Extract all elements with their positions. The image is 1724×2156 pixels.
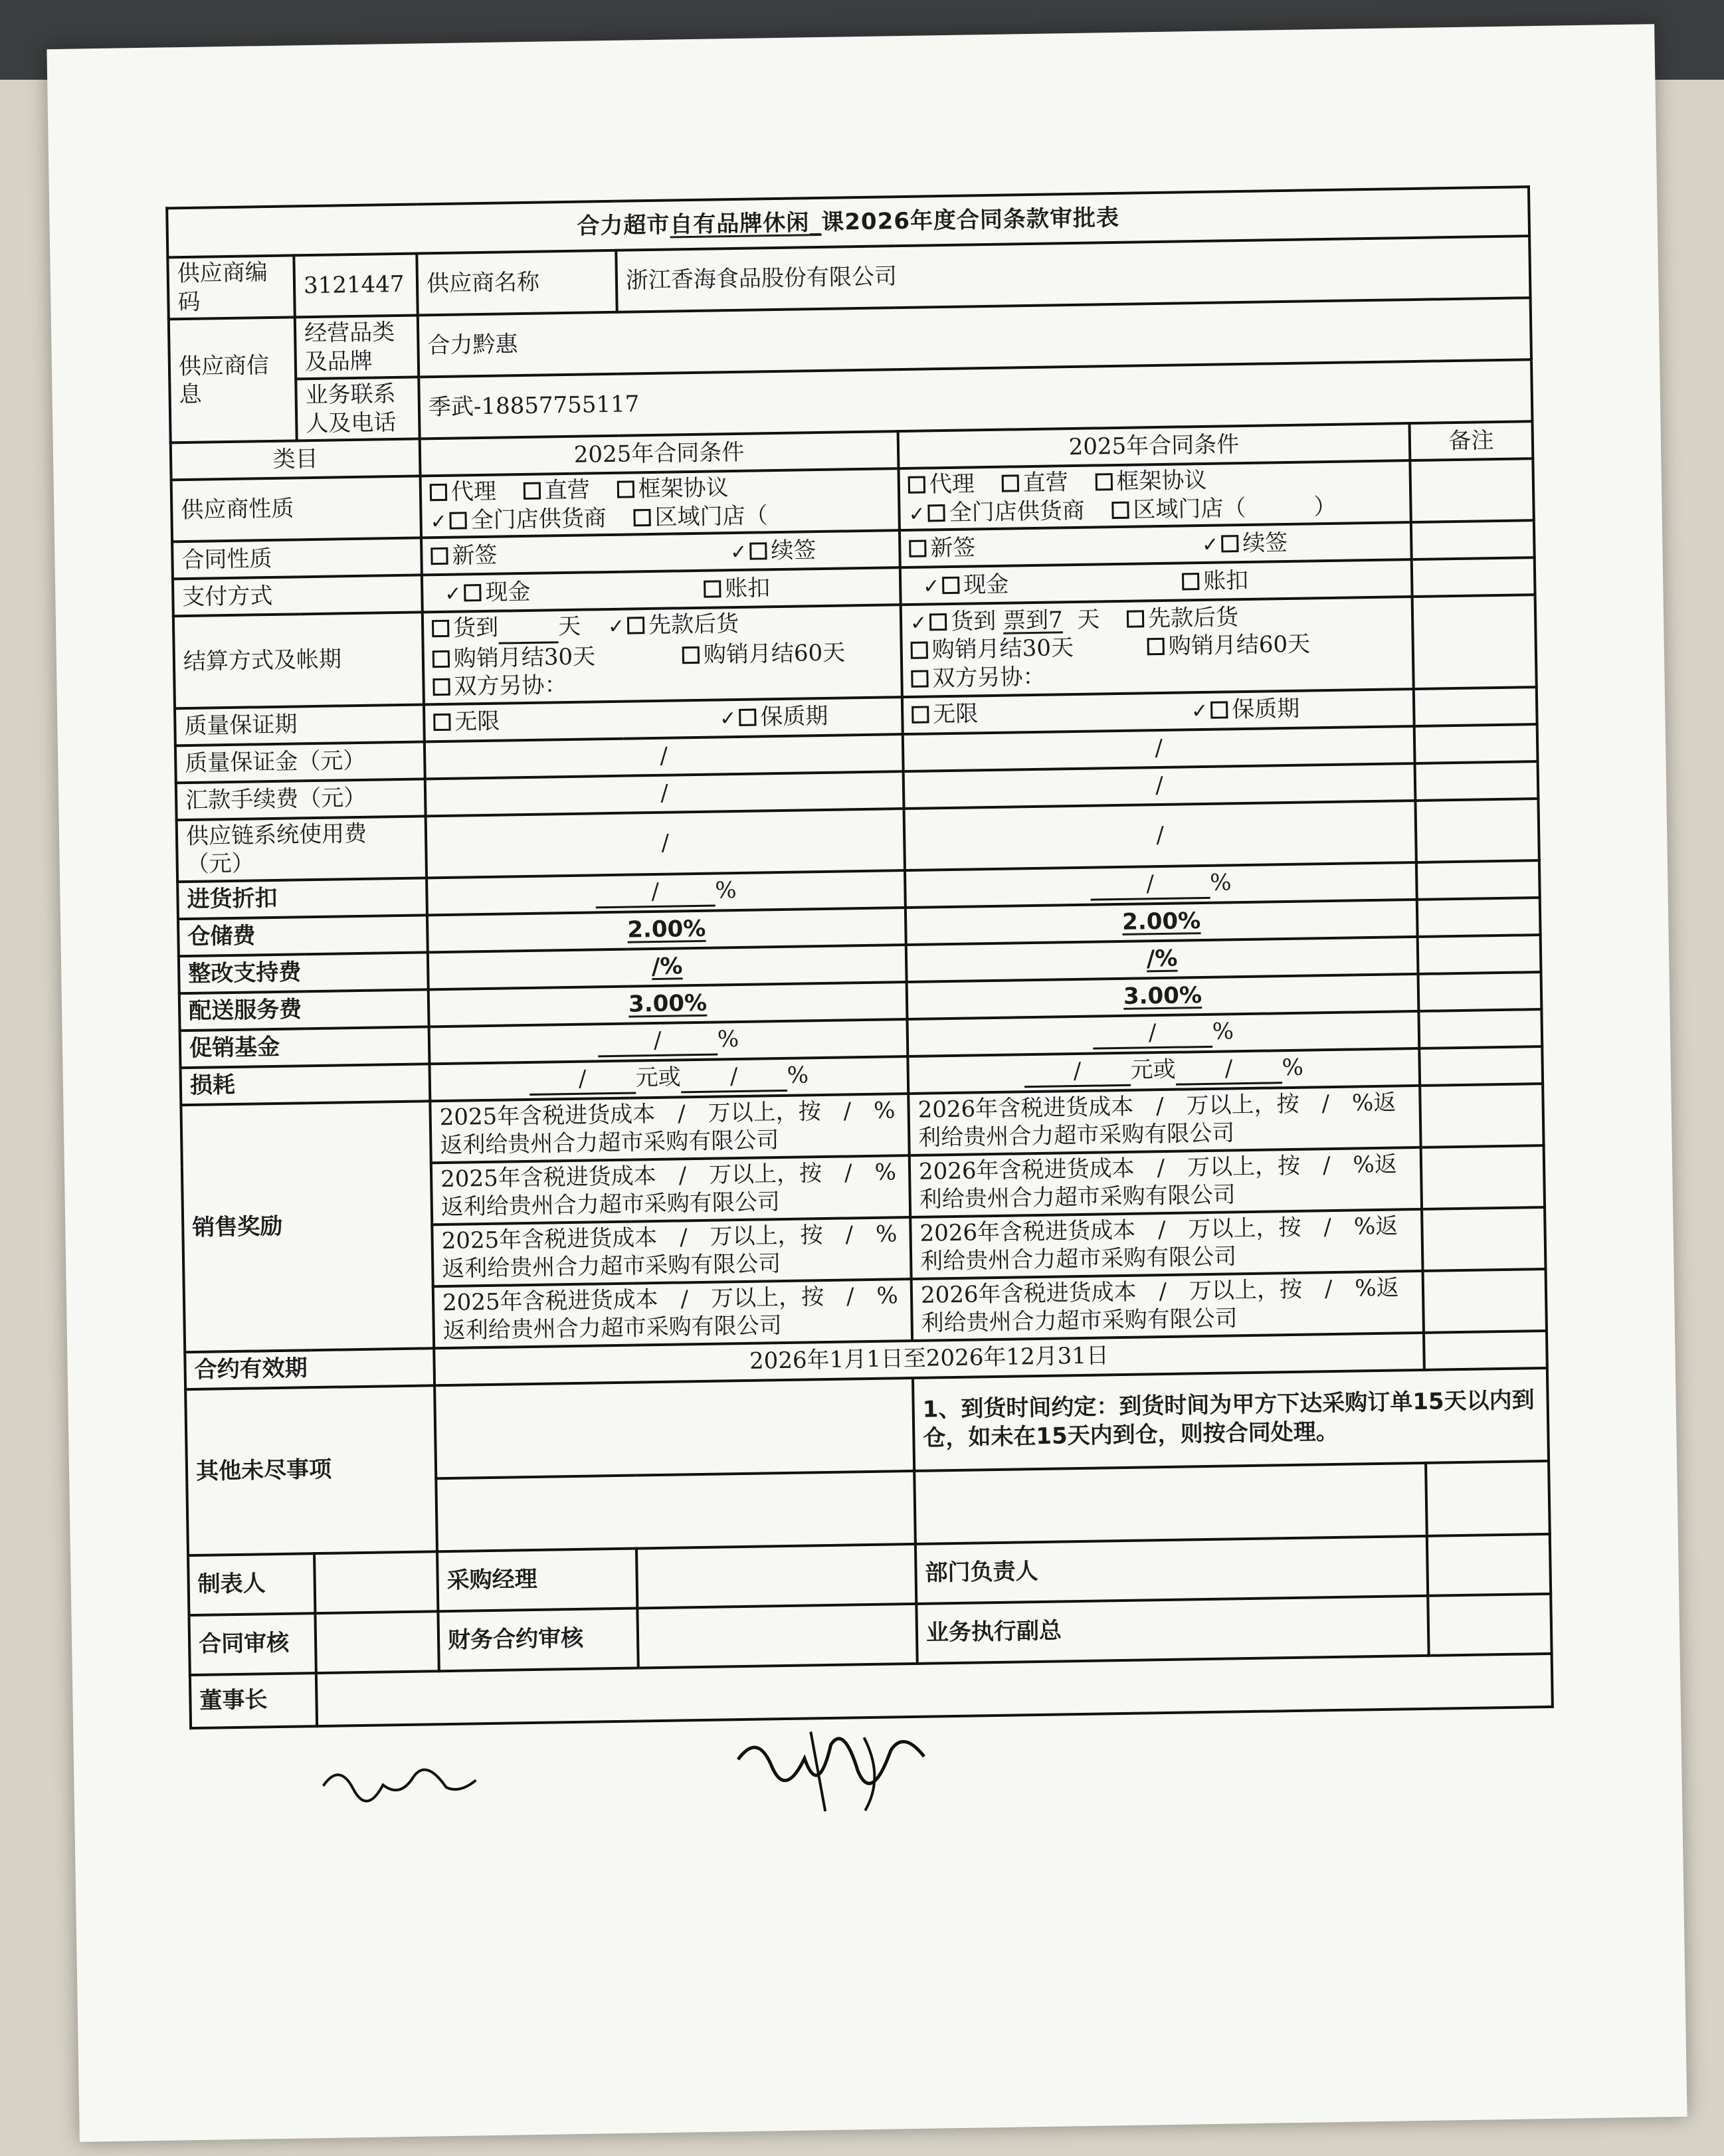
checkbox[interactable] — [432, 620, 449, 637]
payment-options-b: ✓ 现金 账扣 — [900, 559, 1412, 605]
contact-value: 季武-18857755117 — [419, 359, 1532, 439]
deposit-b: / — [903, 726, 1415, 771]
checkbox[interactable] — [431, 547, 448, 565]
sales-label: 销售奖励 — [181, 1101, 434, 1352]
dept-head-signature — [1427, 1533, 1551, 1595]
brand-label: 经营品类及品牌 — [295, 315, 419, 379]
remark-cell — [1414, 687, 1537, 726]
discount-a: / % — [427, 870, 906, 915]
checkbox[interactable] — [432, 678, 450, 696]
deposit-a: / — [425, 734, 904, 779]
checkbox[interactable] — [929, 613, 947, 631]
remark-cell — [1419, 1046, 1543, 1086]
validity-label: 合约有效期 — [185, 1348, 434, 1389]
checkbox[interactable] — [450, 512, 467, 529]
other-matters-blank-2 — [436, 1470, 915, 1551]
nature-label: 供应商性质 — [171, 476, 421, 541]
promo-b: / % — [907, 1011, 1419, 1056]
contact-label: 业务联系人及电话 — [296, 377, 419, 441]
payment-label: 支付方式 — [173, 575, 423, 616]
other-matters-label: 其他未尽事项 — [185, 1385, 437, 1555]
sales-b-2: 2026年含税进货成本 / 万以上，按 / %返利给贵州合力超市采购有限公司 — [910, 1147, 1422, 1217]
chairman-label: 董事长 — [190, 1673, 317, 1728]
nature-options-b: 代理 直营 框架协议 ✓ 全门店供货商 区域门店（ ） — [898, 460, 1410, 530]
checkbox[interactable] — [911, 670, 928, 687]
remark-cell — [1412, 557, 1535, 597]
buyer-manager-label: 采购经理 — [437, 1548, 637, 1611]
checkbox[interactable] — [911, 641, 928, 658]
discount-label: 进货折扣 — [177, 878, 427, 919]
checkbox[interactable] — [430, 484, 447, 501]
checkbox[interactable] — [911, 706, 929, 724]
supplier-info-label: 供应商信息 — [169, 317, 297, 442]
check-mark-icon: ✓ — [910, 611, 927, 635]
checkbox[interactable] — [1001, 474, 1018, 492]
check-mark-icon: ✓ — [1191, 700, 1208, 724]
sales-a-1: 2025年含税进货成本 / 万以上，按 / %返利给贵州合力超市采购有限公司 — [430, 1094, 909, 1163]
checkbox[interactable] — [524, 482, 541, 500]
rectify-a: /% — [428, 945, 907, 989]
contract-options-a: 新签 ✓ 续签 — [421, 530, 900, 575]
rectify-label: 整改支持费 — [179, 952, 429, 993]
remark-cell — [1418, 935, 1541, 974]
review-label: 合同审核 — [189, 1613, 316, 1675]
sales-b-4: 2026年含税进货成本 / 万以上，按 / %返利给贵州合力超市采购有限公司 — [911, 1270, 1424, 1340]
form-title: 合力超市自有品牌休闲_课2026年度合同条款审批表 — [167, 187, 1529, 257]
remark-cell — [1420, 1084, 1543, 1147]
remark-cell — [1412, 595, 1537, 688]
checkbox[interactable] — [927, 504, 945, 522]
sales-a-2: 2025年含税进货成本 / 万以上，按 / %返利给贵州合力超市采购有限公司 — [431, 1155, 910, 1225]
check-mark-icon: ✓ — [607, 615, 625, 639]
checkbox[interactable] — [617, 480, 634, 498]
discount-b: / % — [905, 862, 1417, 907]
settle-label: 结算方式及帐期 — [173, 612, 424, 708]
category-header: 类目 — [171, 439, 421, 480]
check-mark-icon: ✓ — [430, 510, 448, 534]
remark-cell — [1426, 1460, 1550, 1535]
other-matters-blank-3 — [914, 1462, 1427, 1543]
remit-a: / — [425, 771, 904, 816]
nature-options-a: 代理 直营 框架协议 ✓ 全门店供货商 区域门店（ — [421, 468, 900, 538]
checkbox[interactable] — [1111, 501, 1129, 518]
settle-options-a: 货到 天 ✓ 先款后货 购销月结30天 购销月结60天 双方另协： — [423, 605, 902, 704]
remark-cell — [1415, 799, 1539, 862]
checkbox[interactable] — [432, 650, 450, 667]
loss-a: / 元或 / % — [429, 1056, 908, 1101]
finance-signature — [637, 1603, 917, 1668]
remit-b: / — [904, 763, 1416, 808]
col-a-header: 2025年合同条件 — [420, 431, 899, 476]
checkbox[interactable] — [1095, 473, 1112, 490]
checkbox[interactable] — [942, 576, 959, 593]
supplier-code-label: 供应商编码 — [167, 255, 294, 319]
paper-sheet — [47, 24, 1687, 2142]
checkbox[interactable] — [1182, 573, 1199, 590]
remark-cell — [1417, 898, 1541, 937]
check-mark-icon: ✓ — [444, 582, 462, 606]
remark-cell — [1411, 520, 1535, 559]
check-mark-icon: ✓ — [1201, 533, 1219, 557]
checkbox[interactable] — [633, 509, 650, 526]
checkbox[interactable] — [682, 646, 700, 663]
remit-label: 汇款手续费（元） — [176, 779, 426, 820]
checkbox[interactable] — [908, 476, 925, 494]
remark-cell — [1410, 458, 1533, 522]
storage-a: 2.00% — [427, 908, 906, 952]
supply-fee-a: / — [426, 809, 905, 878]
other-matters-blank — [434, 1377, 914, 1478]
checkbox[interactable] — [704, 580, 721, 597]
contract-options-b: 新签 ✓ 续签 — [900, 522, 1412, 567]
supplier-code: 3121447 — [294, 253, 417, 317]
storage-label: 仓储费 — [178, 915, 428, 956]
checkbox[interactable] — [1210, 702, 1228, 719]
checkbox[interactable] — [1127, 610, 1144, 627]
warranty-options-a: 无限 ✓ 保质期 — [424, 697, 903, 741]
checkbox[interactable] — [1147, 638, 1165, 655]
deposit-label: 质量保证金（元） — [175, 741, 425, 783]
remark-cell — [1422, 1207, 1545, 1271]
loss-label: 损耗 — [181, 1064, 431, 1105]
check-mark-icon: ✓ — [922, 574, 940, 599]
checkbox[interactable] — [909, 539, 926, 557]
check-mark-icon: ✓ — [719, 707, 737, 731]
warranty-options-b: 无限 ✓ 保质期 — [902, 689, 1414, 734]
remark-cell — [1423, 1268, 1547, 1332]
checkbox[interactable] — [627, 617, 644, 634]
remark-cell — [1414, 724, 1538, 763]
checkbox[interactable] — [464, 584, 481, 601]
dept-head-label: 部门负责人 — [915, 1535, 1428, 1603]
promo-label: 促销基金 — [180, 1027, 430, 1068]
brand-value: 合力黔惠 — [418, 298, 1531, 377]
review-signature — [315, 1611, 438, 1673]
contract-label: 合同性质 — [172, 538, 422, 579]
checkbox[interactable] — [739, 709, 756, 726]
other-matters-text: 1、到货时间约定：到货时间为甲方下达采购订单15天以内到仓，如未在15天内到仓，则按合同处理。 — [913, 1367, 1549, 1470]
buyer-manager-signature — [636, 1543, 916, 1608]
checkbox[interactable] — [433, 714, 450, 731]
supplier-name: 浙江香海食品股份有限公司 — [616, 236, 1530, 312]
vp-signature — [1428, 1593, 1551, 1655]
sales-b-3: 2026年含税进货成本 / 万以上，按 / %返利给贵州合力超市采购有限公司 — [910, 1209, 1422, 1278]
sales-a-4: 2025年含税进货成本 / 万以上，按 / %返利给贵州合力超市采购有限公司 — [433, 1278, 912, 1347]
vp-label: 业务执行副总 — [916, 1595, 1428, 1663]
warranty-label: 质量保证期 — [175, 704, 425, 745]
remark-cell — [1418, 972, 1542, 1011]
remark-cell — [1418, 1009, 1542, 1048]
storage-b: 2.00% — [906, 899, 1418, 944]
supply-fee-b: / — [904, 800, 1416, 870]
validity-value: 2026年1月1日至2026年12月31日 — [434, 1332, 1424, 1385]
payment-options-a: ✓ 现金 账扣 — [422, 567, 901, 612]
checkbox[interactable] — [749, 542, 767, 559]
promo-a: / % — [429, 1019, 908, 1064]
maker-handwritten-mark — [320, 1757, 480, 1813]
check-mark-icon: ✓ — [908, 502, 925, 526]
maker-label: 制表人 — [188, 1553, 315, 1615]
checkbox[interactable] — [1221, 535, 1238, 552]
delivery-a: 3.00% — [429, 982, 908, 1027]
col-b-header: 2025年合同条件 — [898, 423, 1410, 468]
finance-label: 财务合约审核 — [438, 1608, 638, 1671]
remark-cell — [1424, 1330, 1547, 1369]
remark-header: 备注 — [1410, 421, 1533, 460]
delivery-label: 配送服务费 — [179, 989, 429, 1030]
handwritten-signature — [731, 1717, 931, 1820]
remark-cell — [1415, 761, 1539, 801]
remark-cell — [1416, 860, 1540, 900]
check-mark-icon: ✓ — [729, 540, 747, 564]
supply-fee-label: 供应链系统使用费（元） — [177, 816, 427, 882]
delivery-b: 3.00% — [907, 973, 1419, 1019]
supplier-name-label: 供应商名称 — [417, 250, 617, 316]
loss-b: / 元或 / % — [908, 1048, 1420, 1093]
approval-form — [165, 185, 1554, 1729]
maker-signature — [314, 1551, 438, 1613]
sales-a-3: 2025年含税进货成本 / 万以上，按 / %返利给贵州合力超市采购有限公司 — [432, 1217, 911, 1286]
settle-options-b: ✓ 货到 票到7 天 先款后货 购销月结30天 购销月结60天 双方另协： — [901, 597, 1414, 697]
remark-cell — [1421, 1145, 1545, 1209]
sales-b-1: 2026年含税进货成本 / 万以上，按 / %返利给贵州合力超市采购有限公司 — [908, 1085, 1420, 1155]
rectify-b: /% — [906, 936, 1418, 981]
